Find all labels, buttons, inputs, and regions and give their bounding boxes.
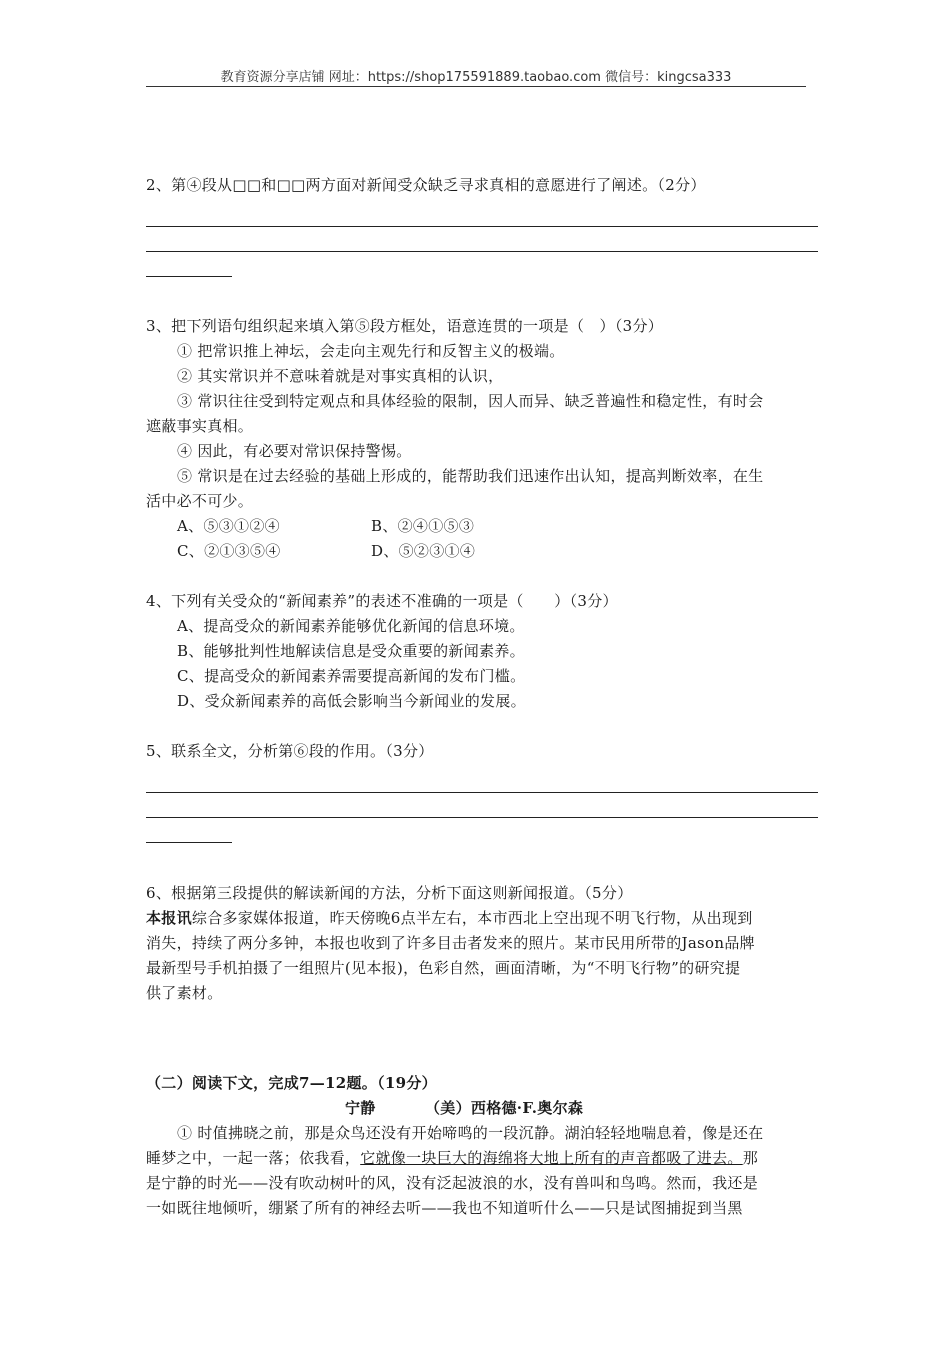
question-3-sentence-3: ③ 常识往往受到特定观点和具体经验的限制，因人而异、缺乏普遍性和稳定性，有时会 [177, 392, 764, 410]
article-title: 宁静 [345, 1099, 376, 1117]
header-divider [146, 86, 806, 87]
question-6-news-line-1 [146, 908, 753, 928]
question-3-option-a[interactable]: A、⑤③①②④ [177, 517, 280, 535]
answer-line-short[interactable] [146, 842, 232, 843]
question-4-option-c[interactable]: C、提高受众的新闻素养需要提高新闻的发布门槛。 [177, 667, 526, 685]
page-header: 教育资源分享店铺 网址：https://shop175591889.taobao.com 微信号：kingcsa333 [220, 70, 732, 85]
article-author: （美）西格德·F.奥尔森 [425, 1099, 584, 1117]
text-run: 那 [742, 1149, 759, 1167]
question-2: 2、第④段从□□和□□两方面对新闻受众缺乏寻求真相的意愿进行了阐述。（2分） [146, 176, 706, 194]
question-6-news-line-4: 供了素材。 [146, 984, 223, 1002]
question-3-sentence-2: ② 其实常识并不意味着就是对事实真相的认识， [177, 367, 504, 385]
question-6-stem: 6、根据第三段提供的解读新闻的方法，分析下面这则新闻报道。（5分） [146, 884, 633, 902]
article-paragraph-line-1: ① 时值拂晓之前，那是众鸟还没有开始啼鸣的一段沉静。湖泊轻轻地喘息着，像是还在 [177, 1124, 764, 1142]
news-text: 综合多家媒体报道，昨天傍晚6点半左右，本市西北上空出现不明飞行物，从出现到 [191, 909, 753, 927]
question-6-news-line-3: 最新型号手机拍摄了一组照片(见本报)，色彩自然，画面清晰，为“不明飞行物”的研究提 [146, 959, 741, 977]
question-6-news-line-2: 消失，持续了两分多钟，本报也收到了许多目击者发来的照片。某市民用所带的Jason品牌 [146, 934, 755, 952]
underlined-sentence: 它就像一块巨大的海绵将大地上所有的声音都吸了进去。 [360, 1149, 743, 1167]
question-3-sentence-5: ⑤ 常识是在过去经验的基础上形成的，能帮助我们迅速作出认知，提高判断效率，在生 [177, 467, 764, 485]
question-3-option-d[interactable]: D、⑤②③①④ [371, 542, 476, 560]
answer-line[interactable] [146, 251, 818, 252]
answer-line[interactable] [146, 226, 818, 227]
text-run: 睡梦之中，一起一落；依我看， [146, 1149, 361, 1167]
question-3-sentence-5-cont: 活中必不可少。 [146, 492, 254, 510]
article-paragraph-line-3: 是宁静的时光——没有吹动树叶的风，没有泛起波浪的水，没有兽叫和鸟鸣。然而，我还是 [146, 1174, 759, 1192]
question-3-sentence-1: ① 把常识推上神坛，会走向主观先行和反智主义的极端。 [177, 342, 565, 360]
question-3-option-c[interactable]: C、②①③⑤④ [177, 542, 281, 560]
question-4-stem: 4、下列有关受众的“新闻素养”的表述不准确的一项是（ ）（3分） [146, 592, 618, 610]
question-4-option-d[interactable]: D、受众新闻素养的高低会影响当今新闻业的发展。 [177, 692, 526, 710]
question-4-option-b[interactable]: B、能够批判性地解读信息是受众重要的新闻素养。 [177, 642, 525, 660]
question-4-option-a[interactable]: A、提高受众的新闻素养能够优化新闻的信息环境。 [177, 617, 525, 635]
question-5: 5、联系全文，分析第⑥段的作用。（3分） [146, 742, 434, 760]
question-3-sentence-3-cont: 遮蔽事实真相。 [146, 417, 254, 435]
news-lead-label: 本报讯 [146, 909, 192, 927]
section-2-heading: （二）阅读下文，完成7—12题。（19分） [146, 1074, 437, 1092]
question-3-stem: 3、把下列语句组织起来填入第⑤段方框处，语意连贯的一项是（ ）（3分） [146, 317, 664, 335]
article-paragraph-line-4: 一如既往地倾听，绷紧了所有的神经去听——我也不知道听什么——只是试图捕捉到当黑 [146, 1199, 743, 1217]
answer-line[interactable] [146, 817, 818, 818]
question-3-sentence-4: ④ 因此，有必要对常识保持警惕。 [177, 442, 412, 460]
article-paragraph-line-2 [146, 1148, 758, 1168]
answer-line[interactable] [146, 792, 818, 793]
answer-line-short[interactable] [146, 276, 232, 277]
question-3-option-b[interactable]: B、②④①⑤③ [371, 517, 475, 535]
